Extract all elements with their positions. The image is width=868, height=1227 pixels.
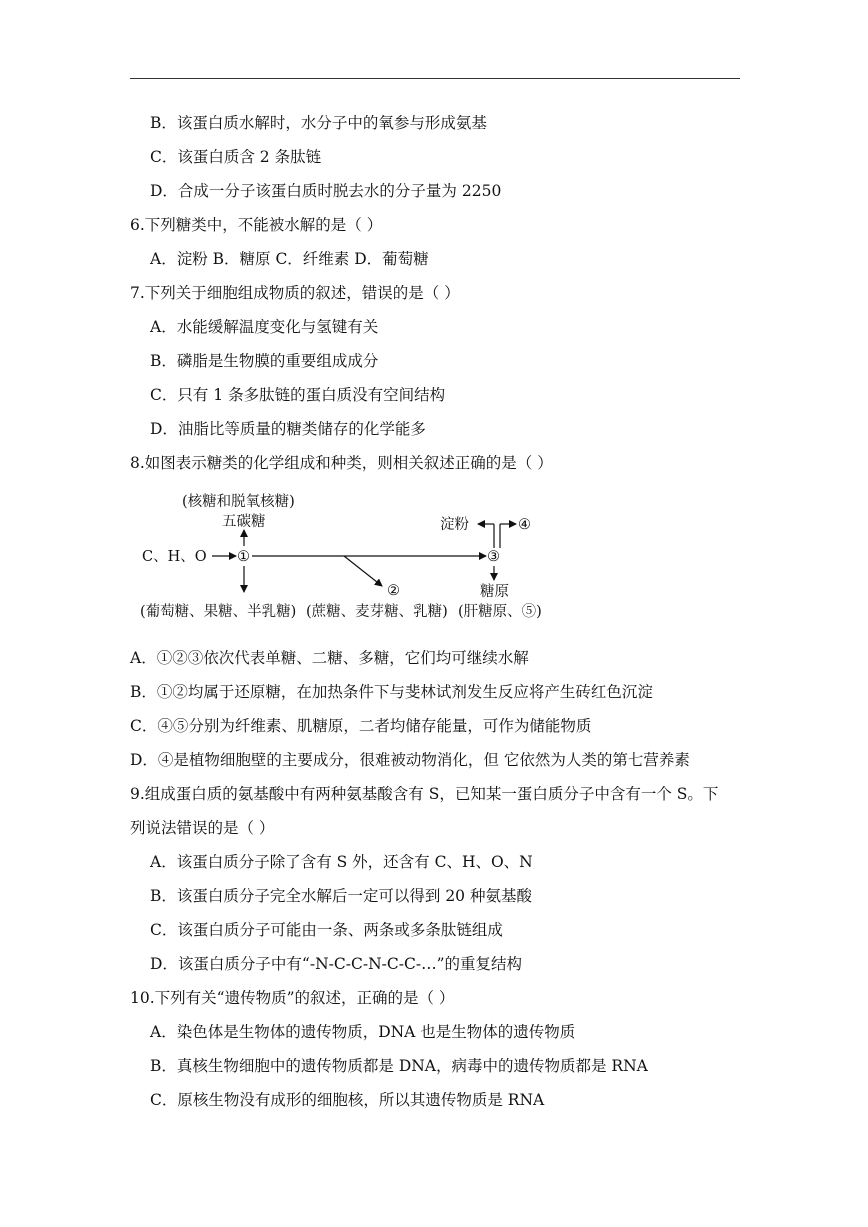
q10-option-b: B．真核生物细胞中的遗传物质都是 DNA，病毒中的遗传物质都是 RNA (150, 1057, 648, 1075)
question-8: 8.如图表示糖类的化学组成和种类，则相关叙述正确的是（ ） (130, 454, 553, 472)
monosaccharide-examples: (葡萄糖、果糖、半乳糖) (140, 604, 297, 620)
q10-option-a: A．染色体是生物体的遗传物质，DNA 也是生物体的遗传物质 (150, 1023, 576, 1041)
question-6: 6.下列糖类中，不能被水解的是（ ） (130, 216, 383, 234)
q7-option-b: B．磷脂是生物膜的重要组成成分 (150, 352, 379, 370)
q8-option-d: D．④是植物细胞壁的主要成分，很难被动物消化，但 它依然为人类的第七营养素 (130, 751, 690, 769)
q5-option-c: C．该蛋白质含 2 条肽链 (150, 148, 322, 166)
q9-option-c: C．该蛋白质分子可能由一条、两条或多条肽链组成 (150, 921, 503, 939)
header-rule (130, 78, 740, 79)
question-7: 7.下列关于细胞组成物质的叙述，错误的是（ ） (130, 284, 460, 302)
q7-option-a: A．水能缓解温度变化与氢键有关 (150, 318, 379, 336)
node-1: ① (237, 549, 250, 565)
pentose-label: 五碳糖 (222, 514, 266, 530)
node-2: ② (387, 583, 400, 599)
q5-option-d: D．合成一分子该蛋白质时脱去水的分子量为 2250 (150, 182, 502, 200)
question-10: 10.下列有关“遗传物质”的叙述，正确的是（ ） (130, 989, 455, 1007)
disaccharide-examples: (蔗糖、麦芽糖、乳糖) (306, 604, 448, 620)
starch-label: 淀粉 (440, 517, 469, 533)
sugar-classification-diagram (130, 488, 570, 628)
q9-option-d: D．该蛋白质分子中有“-N-C-C-N-C-C-…”的重复结构 (150, 955, 523, 973)
arrow-to-2 (344, 556, 382, 586)
q7-option-c: C．只有 1 条多肽链的蛋白质没有空间结构 (150, 386, 446, 404)
q10-option-c: C．原核生物没有成形的细胞核，所以其遗传物质是 RNA (150, 1091, 545, 1109)
elements-label: C、H、O (142, 549, 207, 565)
q5-option-b: B．该蛋白质水解时，水分子中的氧参与形成氨基 (150, 114, 487, 132)
q9-option-b: B．该蛋白质分子完全水解后一定可以得到 20 种氨基酸 (150, 887, 532, 905)
q8-option-a: A．①②③依次代表单糖、二糖、多糖，它们均可继续水解 (130, 649, 529, 667)
node-4: ④ (518, 517, 531, 533)
q8-option-b: B．①②均属于还原糖，在加热条件下与斐林试剂发生反应将产生砖红色沉淀 (130, 683, 653, 701)
question-9-continued: 列说法错误的是（ ） (130, 819, 275, 837)
question-9: 9.组成蛋白质的氨基酸中有两种氨基酸含有 S，已知某一蛋白质分子中含有一个 S。下 (130, 785, 719, 803)
q9-option-a: A．该蛋白质分子除了含有 S 外，还含有 C、H、O、N (150, 853, 533, 871)
node-3: ③ (487, 549, 500, 565)
q6-options: A．淀粉 B．糖原 C．纤维素 D．葡萄糖 (150, 250, 429, 268)
q8-option-c: C．④⑤分别为纤维素、肌糖原，二者均储存能量，可作为储能物质 (130, 717, 592, 735)
glycogen-label: 糖原 (480, 584, 509, 600)
pentose-note: (核糖和脱氧核糖) (182, 494, 295, 510)
q7-option-d: D．油脂比等质量的糖类储存的化学能多 (150, 420, 426, 438)
polysaccharide-examples: (肝糖原、⑤) (458, 604, 542, 620)
